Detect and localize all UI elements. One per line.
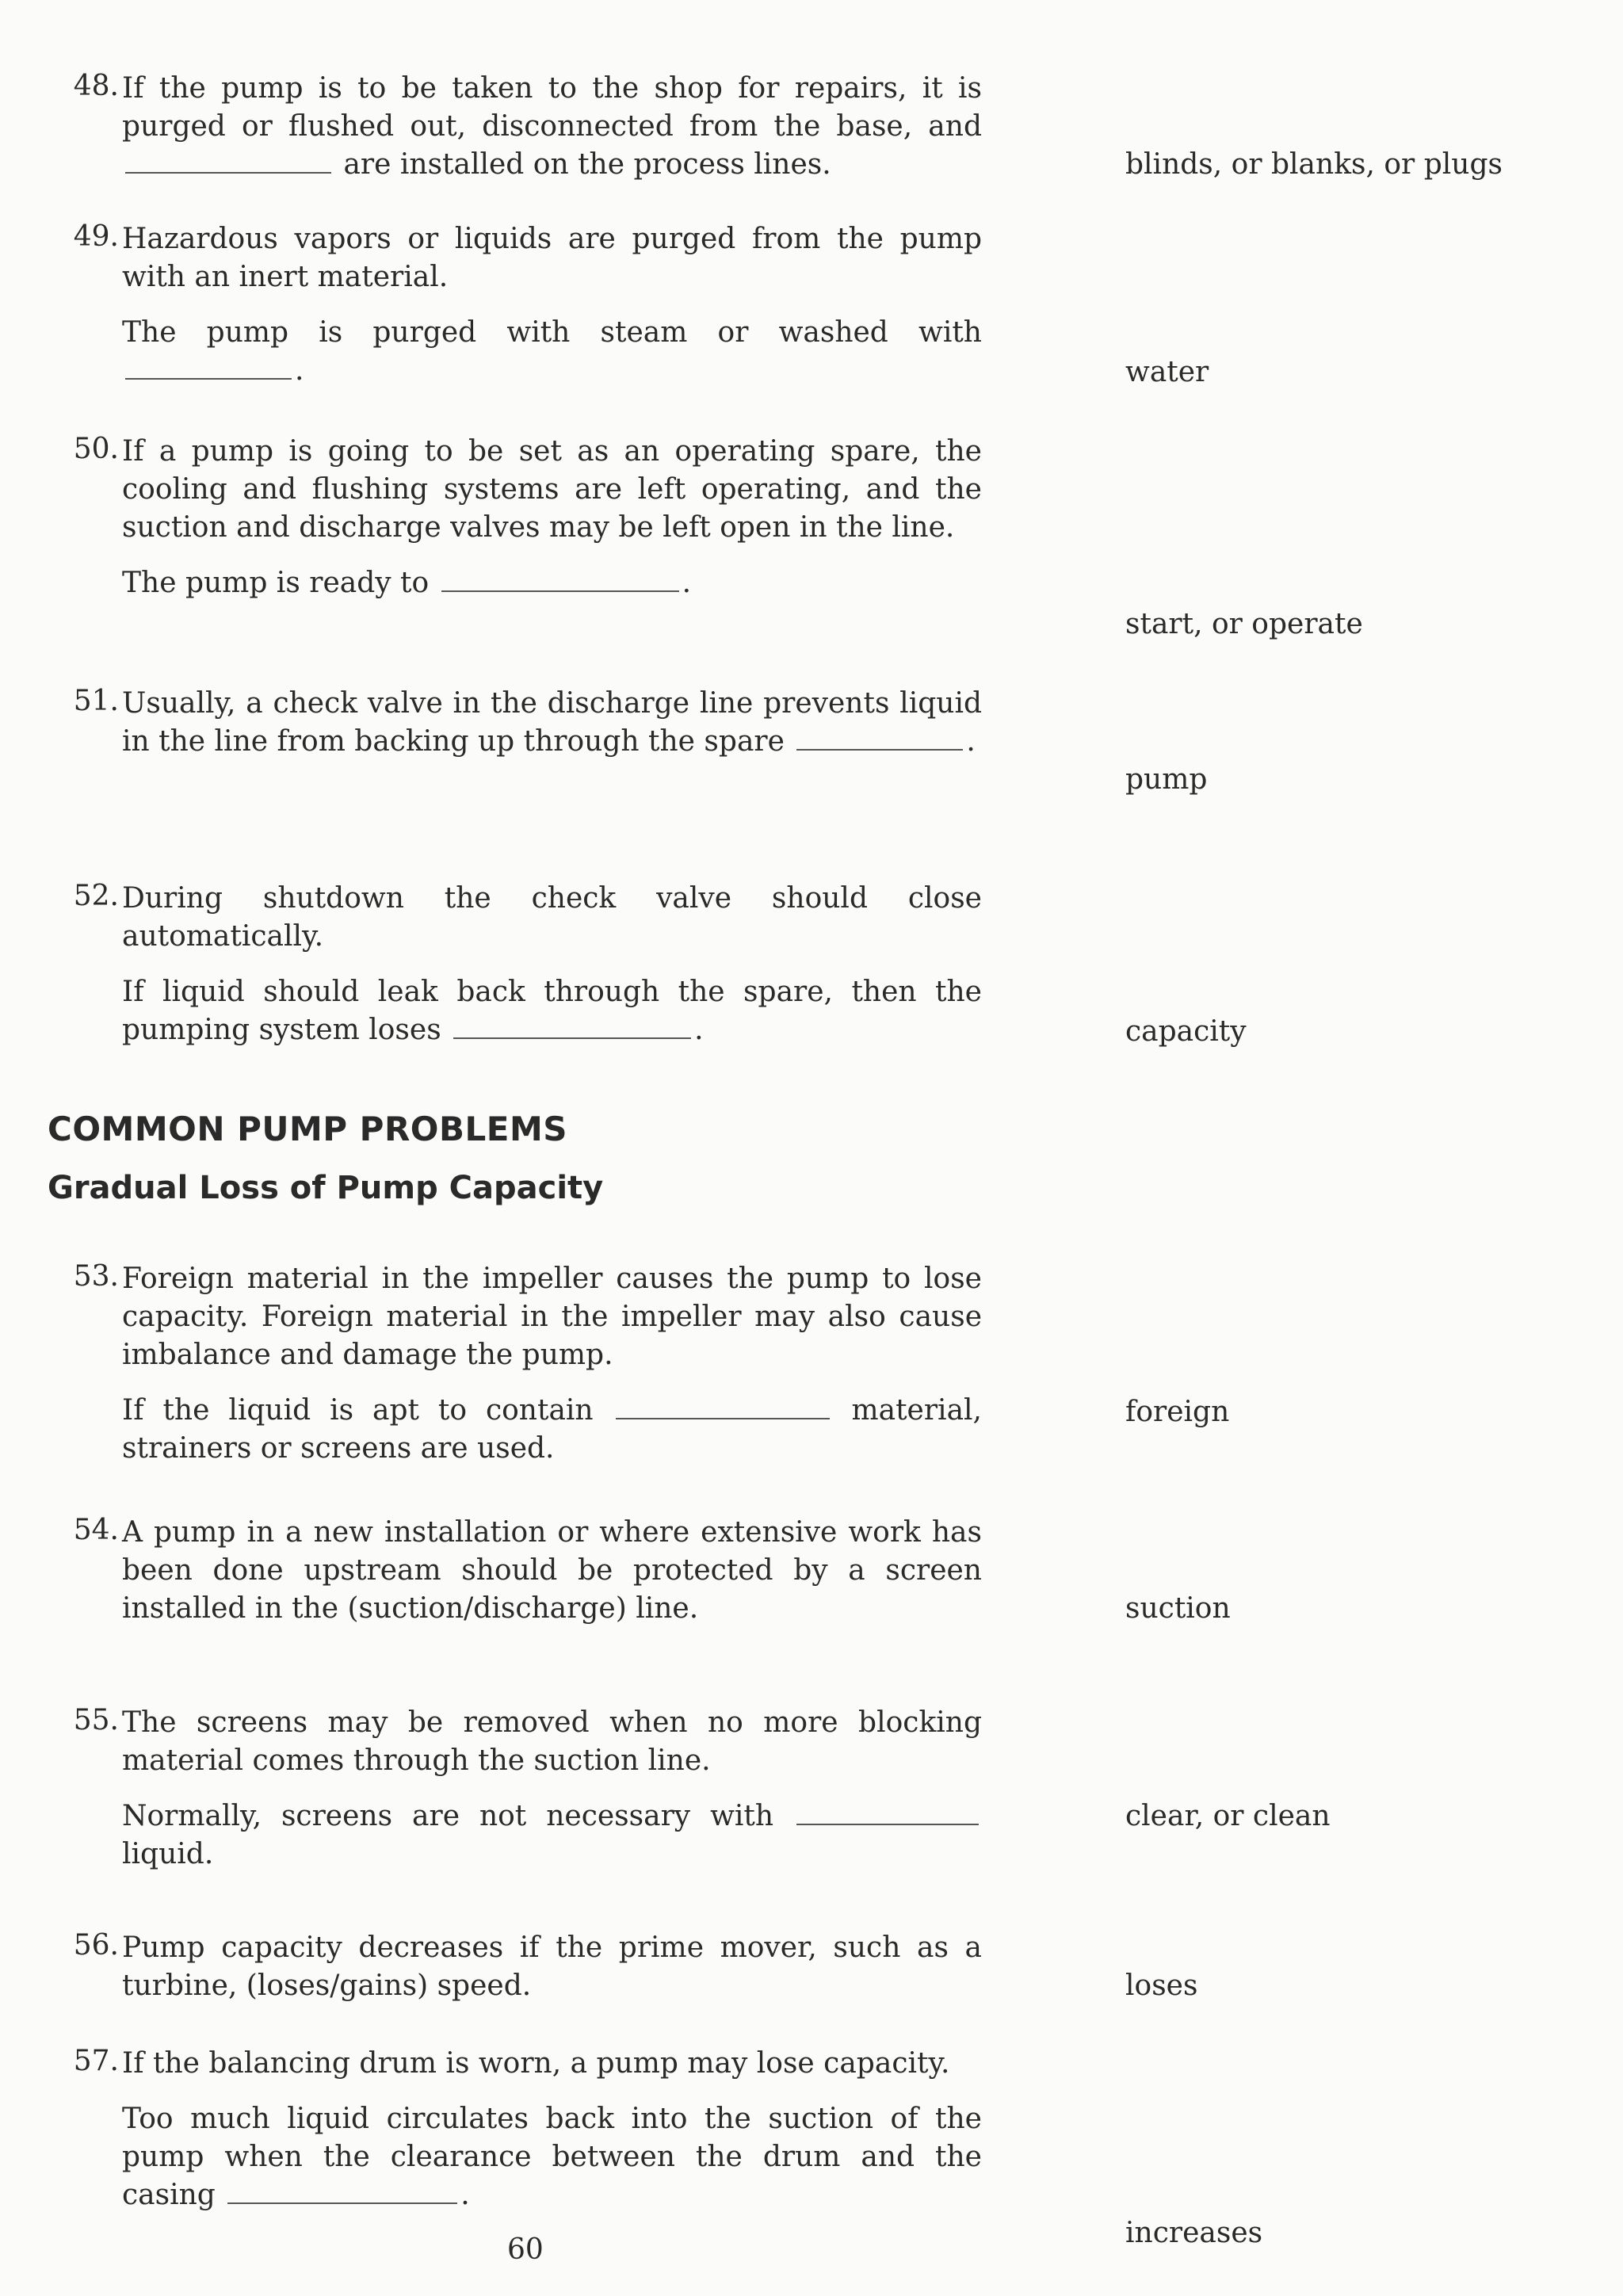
answer-blank (227, 2179, 457, 2204)
answer-text: capacity (1125, 1015, 1247, 1048)
question-text-segment: Foreign material in the impeller causes the pump to lose capacity. Foreign material in the impeller may also cause imbalance and damage the pump. (122, 1263, 982, 1371)
question-number: 51. (73, 685, 119, 717)
answer-blank (796, 725, 963, 751)
question-text (122, 1260, 982, 1468)
question-text-segment: . (460, 2179, 470, 2211)
question-number: 48. (73, 70, 119, 102)
question-text (122, 685, 982, 761)
question-text-segment: Too much liquid circulates back into the suction of the pump when the clearance between the drum and the casing (122, 2103, 982, 2211)
question-text (122, 433, 982, 602)
question-text-segment: liquid. (122, 1838, 214, 1870)
question-text (122, 880, 982, 1049)
answer-blank (125, 354, 292, 380)
question-text-segment: are installed on the process lines. (334, 148, 831, 181)
question-text (122, 2045, 982, 2214)
question-text (122, 70, 982, 184)
answer-text: water (1125, 356, 1209, 388)
question-text-segment: If liquid should leak back through the spare, then the pumping system loses (122, 976, 982, 1046)
section-subtitle: Gradual Loss of Pump Capacity (48, 1170, 604, 1206)
answer-text: pump (1125, 763, 1208, 796)
question-text-segment: . (694, 1014, 704, 1046)
question-text-segment: Usually, a check valve in the discharge line prevents liquid in the line from backing up through the spare (122, 687, 982, 758)
answer-blank (125, 148, 331, 174)
answer-blank (453, 1014, 691, 1039)
answer-text: increases (1125, 2217, 1263, 2249)
answer-blank (796, 1800, 979, 1825)
question-text-segment: Normally, screens are not necessary with (122, 1800, 793, 1832)
question-number: 54. (73, 1514, 119, 1546)
question-text-segment: Pump capacity decreases if the prime mover, such as a turbine, (loses/gains) speed. (122, 1931, 982, 2002)
question-number: 50. (73, 433, 119, 465)
question-text (122, 220, 982, 390)
question-number: 55. (73, 1704, 119, 1736)
answer-text: clear, or clean (1125, 1800, 1331, 1832)
question-text-segment: The pump is purged with steam or washed with (122, 316, 982, 349)
question-text (122, 1514, 982, 1628)
answer-text: loses (1125, 1969, 1198, 2002)
answer-text: foreign (1125, 1396, 1230, 1428)
answer-blank (441, 567, 679, 592)
page-number: 60 (507, 2233, 544, 2266)
question-number: 56. (73, 1929, 119, 1962)
question-number: 49. (73, 220, 119, 253)
question-text-segment: If the liquid is apt to contain (122, 1394, 613, 1427)
question-number: 53. (73, 1260, 119, 1293)
question-number: 57. (73, 2045, 119, 2077)
question-text-segment: A pump in a new installation or where extensive work has been done upstream should be protected by a screen installed in the (suction/discharge) line. (122, 1516, 982, 1625)
question-text (122, 1929, 982, 2005)
answer-text: blinds, or blanks, or plugs (1125, 148, 1503, 181)
answer-text: start, or operate (1125, 608, 1363, 640)
question-text-segment: . (682, 567, 692, 599)
question-text-segment: If the balancing drum is worn, a pump may lose capacity. (122, 2047, 950, 2080)
question-text-segment: . (966, 725, 976, 758)
question-text-segment: material, strainers or screens are used. (122, 1394, 982, 1465)
question-text (122, 1704, 982, 1874)
question-text-segment: If the pump is to be taken to the shop for repairs, it is purged or flushed out, disconnected from the base, and (122, 72, 982, 143)
question-text-segment: . (295, 354, 304, 387)
question-text-segment: Hazardous vapors or liquids are purged from the pump with an inert material. (122, 223, 982, 293)
answer-blank (616, 1394, 830, 1419)
section-title: COMMON PUMP PROBLEMS (48, 1110, 568, 1148)
question-text-segment: During shutdown the check valve should close automatically. (122, 882, 982, 953)
question-number: 52. (73, 880, 119, 912)
question-text-segment: If a pump is going to be set as an operating spare, the cooling and flushing systems are left operating, and the suction and discharge valves may be left open in the line. (122, 435, 982, 544)
question-text-segment: The screens may be removed when no more blocking material comes through the suction line. (122, 1706, 982, 1777)
answer-text: suction (1125, 1592, 1231, 1625)
question-text-segment: The pump is ready to (122, 567, 438, 599)
